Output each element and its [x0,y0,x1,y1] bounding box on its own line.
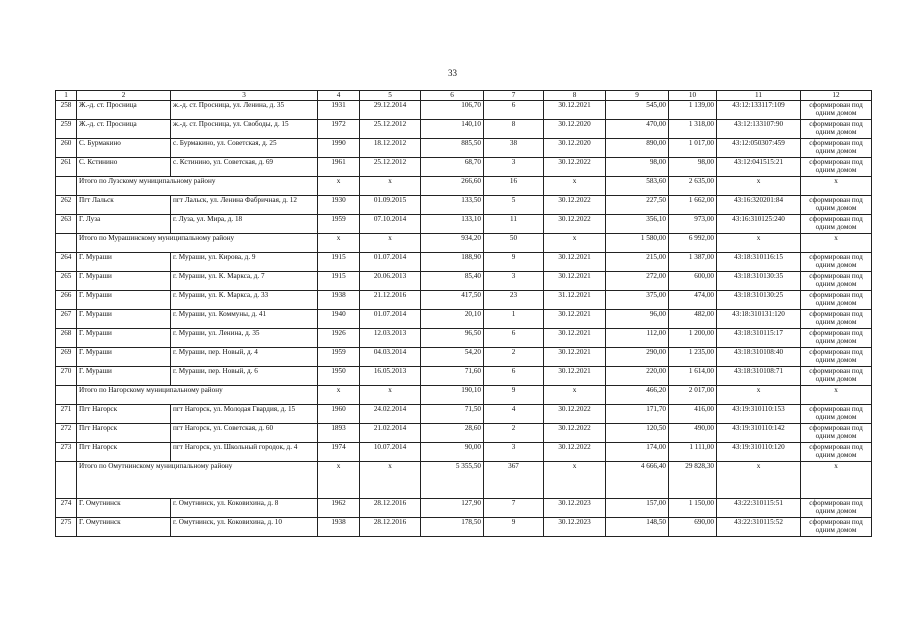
row-number-cell: 266 [56,291,77,310]
year-cell: 1959 [318,348,360,367]
status-cell: сформирован под одним домом [801,424,872,443]
date-cell: 25.12.2012 [360,120,421,139]
area-cell: 934,20 [421,234,484,253]
year-cell: 1915 [318,253,360,272]
year-cell: 1930 [318,196,360,215]
deadline-cell: x [544,462,606,499]
area-cell: 266,60 [421,177,484,196]
cadastral-cell: x [717,386,801,405]
residents-cell: 1 [484,310,544,329]
date-cell: 28.12.2016 [360,499,421,518]
cadastral-cell: 43:12:133107:90 [717,120,801,139]
deadline-cell: 30.12.2020 [544,139,606,158]
date-cell: x [360,386,421,405]
row-number-cell [56,462,77,499]
row-number-cell: 259 [56,120,77,139]
area2-cell: 4 666,40 [606,462,669,499]
cost-cell: 1 662,00 [669,196,717,215]
table-row [56,215,872,234]
cost-cell: 6 992,00 [669,234,717,253]
date-cell: 25.12.2012 [360,158,421,177]
row-number-cell: 264 [56,253,77,272]
cadastral-cell: 43:16:310125:240 [717,215,801,234]
year-cell: 1960 [318,405,360,424]
deadline-cell: 30.12.2022 [544,215,606,234]
settlement-cell: Г. Мураши [77,253,171,272]
area2-cell: 174,00 [606,443,669,462]
cost-cell: 1 614,00 [669,367,717,386]
status-cell: сформирован под одним домом [801,101,872,120]
total-row [56,386,872,405]
settlement-cell: Пгт Нагорск [77,405,171,424]
year-cell: 1959 [318,215,360,234]
area2-cell: 220,00 [606,367,669,386]
cost-cell: 1 387,00 [669,253,717,272]
address-cell: ж.-д. ст. Просница, ул. Ленина, д. 35 [171,101,318,120]
column-number: 3 [171,91,318,101]
row-number-cell: 258 [56,101,77,120]
cost-cell: 416,00 [669,405,717,424]
area2-cell: 98,00 [606,158,669,177]
address-cell: г. Омутнинск, ул. Коковихина, д. 8 [171,499,318,518]
row-number-cell: 274 [56,499,77,518]
address-cell: пгт Лальск, ул. Ленина Фабричная, д. 12 [171,196,318,215]
settlement-cell: Ж.-д. ст. Просница [77,101,171,120]
area2-cell: 890,00 [606,139,669,158]
cost-cell: 973,00 [669,215,717,234]
column-number: 2 [77,91,171,101]
date-cell: 10.07.2014 [360,443,421,462]
settlement-cell: Г. Луза [77,215,171,234]
area-cell: 96,50 [421,329,484,348]
area2-cell: 112,00 [606,329,669,348]
settlement-cell: С. Кстинино [77,158,171,177]
settlement-cell: Пгт Лальск [77,196,171,215]
table-row [56,405,872,424]
status-cell: сформирован под одним домом [801,348,872,367]
deadline-cell: 30.12.2021 [544,101,606,120]
address-cell: ж.-д. ст. Просница, ул. Свободы, д. 15 [171,120,318,139]
area-cell: 28,60 [421,424,484,443]
year-cell: x [318,462,360,499]
cost-cell: 490,00 [669,424,717,443]
cost-cell: 1 111,00 [669,443,717,462]
row-number-cell: 261 [56,158,77,177]
column-number: 8 [544,91,606,101]
status-cell: сформирован под одним домом [801,158,872,177]
area2-cell: 583,60 [606,177,669,196]
area-cell: 106,70 [421,101,484,120]
year-cell: 1893 [318,424,360,443]
row-number-cell: 262 [56,196,77,215]
cost-cell: 690,00 [669,518,717,537]
cadastral-cell: 43:18:310130:25 [717,291,801,310]
cost-cell: 600,00 [669,272,717,291]
settlement-cell: Ж.-д. ст. Просница [77,120,171,139]
settlement-cell: Г. Мураши [77,348,171,367]
housing-register-table [55,90,872,537]
year-cell: x [318,386,360,405]
cadastral-cell: 43:19:310110:153 [717,405,801,424]
deadline-cell: 30.12.2021 [544,329,606,348]
row-number-cell: 269 [56,348,77,367]
cost-cell: 1 139,00 [669,101,717,120]
area2-cell: 171,70 [606,405,669,424]
cost-cell: 1 017,00 [669,139,717,158]
area-cell: 133,10 [421,215,484,234]
cost-cell: 98,00 [669,158,717,177]
table-row [56,101,872,120]
area-cell: 178,50 [421,518,484,537]
status-cell: x [801,386,872,405]
area2-cell: 157,00 [606,499,669,518]
total-row [56,177,872,196]
cost-cell: 482,00 [669,310,717,329]
cadastral-cell: 43:18:310115:17 [717,329,801,348]
cost-cell: 1 235,00 [669,348,717,367]
table-row [56,272,872,291]
status-cell: сформирован под одним домом [801,499,872,518]
cadastral-cell: 43:19:310110:142 [717,424,801,443]
year-cell: 1962 [318,499,360,518]
row-number-cell: 267 [56,310,77,329]
settlement-cell: Г. Мураши [77,291,171,310]
deadline-cell: 30.12.2021 [544,310,606,329]
status-cell: сформирован под одним домом [801,405,872,424]
status-cell: сформирован под одним домом [801,253,872,272]
cost-cell: 1 318,00 [669,120,717,139]
date-cell: 21.02.2014 [360,424,421,443]
table-row [56,253,872,272]
date-cell: 28.12.2016 [360,518,421,537]
area2-cell: 290,00 [606,348,669,367]
deadline-cell: 30.12.2023 [544,518,606,537]
status-cell: сформирован под одним домом [801,272,872,291]
residents-cell: 8 [484,120,544,139]
address-cell: г. Мураши, ул. Кирова, д. 9 [171,253,318,272]
address-cell: пгт Нагорск, ул. Школьный городок, д. 4 [171,443,318,462]
status-cell: сформирован под одним домом [801,215,872,234]
date-cell: 01.07.2014 [360,253,421,272]
residents-cell: 23 [484,291,544,310]
column-number: 10 [669,91,717,101]
deadline-cell: 30.12.2022 [544,158,606,177]
deadline-cell: 30.12.2022 [544,405,606,424]
date-cell: 20.06.2013 [360,272,421,291]
row-number-cell [56,234,77,253]
cadastral-cell: 43:19:310110:120 [717,443,801,462]
row-number-cell: 275 [56,518,77,537]
date-cell: 24.02.2014 [360,405,421,424]
cost-cell: 2 635,00 [669,177,717,196]
table-row [56,158,872,177]
cost-cell: 2 017,00 [669,386,717,405]
residents-cell: 5 [484,196,544,215]
table-row [56,443,872,462]
row-number-cell: 273 [56,443,77,462]
row-number-cell: 268 [56,329,77,348]
row-number-cell: 260 [56,139,77,158]
status-cell: x [801,462,872,499]
area-cell: 68,70 [421,158,484,177]
table-row [56,139,872,158]
year-cell: x [318,234,360,253]
address-cell: пгт Нагорск, ул. Молодая Гвардия, д. 15 [171,405,318,424]
address-cell: г. Мураши, ул. К. Маркса, д. 33 [171,291,318,310]
column-number-row [56,91,872,101]
row-number-cell [56,177,77,196]
settlement-cell: Г. Омутнинск [77,499,171,518]
address-cell: пгт Нагорск, ул. Советская, д. 60 [171,424,318,443]
year-cell: 1940 [318,310,360,329]
residents-cell: 3 [484,158,544,177]
date-cell: 29.12.2014 [360,101,421,120]
area-cell: 417,50 [421,291,484,310]
area2-cell: 356,10 [606,215,669,234]
deadline-cell: 30.12.2020 [544,120,606,139]
total-label-cell: Итого по Лузскому муниципальному району [77,177,318,196]
date-cell: 01.07.2014 [360,310,421,329]
cadastral-cell: x [717,177,801,196]
date-cell: 21.12.2016 [360,291,421,310]
area-cell: 20,10 [421,310,484,329]
area-cell: 133,50 [421,196,484,215]
settlement-cell: Г. Мураши [77,329,171,348]
cadastral-cell: 43:18:310108:71 [717,367,801,386]
area-cell: 54,20 [421,348,484,367]
cadastral-cell: 43:12:050307:459 [717,139,801,158]
cadastral-cell: x [717,234,801,253]
status-cell: сформирован под одним домом [801,310,872,329]
column-number: 11 [717,91,801,101]
area-cell: 140,10 [421,120,484,139]
address-cell: г. Мураши, ул. Коммуны, д. 41 [171,310,318,329]
table-row [56,196,872,215]
date-cell: x [360,234,421,253]
address-cell: г. Луза, ул. Мира, д. 18 [171,215,318,234]
settlement-cell: Пгт Нагорск [77,424,171,443]
row-number-cell: 263 [56,215,77,234]
cadastral-cell: x [717,462,801,499]
settlement-cell: Пгт Нагорск [77,443,171,462]
cadastral-cell: 43:18:310116:15 [717,253,801,272]
column-number: 4 [318,91,360,101]
area-cell: 885,50 [421,139,484,158]
year-cell: 1990 [318,139,360,158]
area2-cell: 148,50 [606,518,669,537]
residents-cell: 9 [484,253,544,272]
column-number: 12 [801,91,872,101]
settlement-cell: Г. Омутнинск [77,518,171,537]
cadastral-cell: 43:12:133117:109 [717,101,801,120]
residents-cell: 2 [484,424,544,443]
deadline-cell: 31.12.2021 [544,291,606,310]
status-cell: сформирован под одним домом [801,367,872,386]
row-number-cell: 271 [56,405,77,424]
table-row [56,499,872,518]
area2-cell: 1 580,00 [606,234,669,253]
year-cell: 1938 [318,291,360,310]
status-cell: x [801,177,872,196]
area-cell: 190,10 [421,386,484,405]
status-cell: сформирован под одним домом [801,120,872,139]
year-cell: x [318,177,360,196]
cost-cell: 29 828,30 [669,462,717,499]
residents-cell: 9 [484,386,544,405]
address-cell: г. Мураши, пер. Новый, д. 6 [171,367,318,386]
deadline-cell: 30.12.2022 [544,443,606,462]
cadastral-cell: 43:12:041515:21 [717,158,801,177]
area-cell: 71,60 [421,367,484,386]
residents-cell: 4 [484,405,544,424]
residents-cell: 11 [484,215,544,234]
column-number: 7 [484,91,544,101]
cadastral-cell: 43:18:310130:35 [717,272,801,291]
year-cell: 1961 [318,158,360,177]
row-number-cell: 270 [56,367,77,386]
year-cell: 1938 [318,518,360,537]
area2-cell: 227,50 [606,196,669,215]
table-row [56,120,872,139]
cadastral-cell: 43:16:320201:84 [717,196,801,215]
deadline-cell: 30.12.2021 [544,367,606,386]
deadline-cell: x [544,177,606,196]
area2-cell: 470,00 [606,120,669,139]
cadastral-cell: 43:18:310108:40 [717,348,801,367]
residents-cell: 6 [484,367,544,386]
residents-cell: 16 [484,177,544,196]
date-cell: x [360,462,421,499]
address-cell: г. Мураши, пер. Новый, д. 4 [171,348,318,367]
total-row [56,462,872,499]
deadline-cell: 30.12.2022 [544,424,606,443]
date-cell: 18.12.2012 [360,139,421,158]
settlement-cell: Г. Мураши [77,272,171,291]
deadline-cell: x [544,234,606,253]
total-label-cell: Итого по Омутнинскому муниципальному району [77,462,318,499]
year-cell: 1972 [318,120,360,139]
column-number: 6 [421,91,484,101]
residents-cell: 3 [484,443,544,462]
residents-cell: 9 [484,518,544,537]
residents-cell: 38 [484,139,544,158]
residents-cell: 3 [484,272,544,291]
deadline-cell: 30.12.2023 [544,499,606,518]
column-number: 1 [56,91,77,101]
area2-cell: 120,50 [606,424,669,443]
row-number-cell: 272 [56,424,77,443]
area-cell: 90,00 [421,443,484,462]
cadastral-cell: 43:22:310115:51 [717,499,801,518]
cost-cell: 1 200,00 [669,329,717,348]
total-label-cell: Итого по Нагорскому муниципальному району [77,386,318,405]
area2-cell: 545,00 [606,101,669,120]
area-cell: 188,90 [421,253,484,272]
year-cell: 1974 [318,443,360,462]
address-cell: г. Мураши, ул. Ленина, д. 35 [171,329,318,348]
column-number: 5 [360,91,421,101]
cadastral-cell: 43:18:310131:120 [717,310,801,329]
area2-cell: 272,00 [606,272,669,291]
deadline-cell: x [544,386,606,405]
settlement-cell: С. Бурмакино [77,139,171,158]
status-cell: сформирован под одним домом [801,291,872,310]
status-cell: сформирован под одним домом [801,329,872,348]
settlement-cell: Г. Мураши [77,310,171,329]
cost-cell: 1 150,00 [669,499,717,518]
date-cell: x [360,177,421,196]
deadline-cell: 30.12.2021 [544,253,606,272]
status-cell: сформирован под одним домом [801,139,872,158]
area-cell: 71,50 [421,405,484,424]
year-cell: 1915 [318,272,360,291]
total-row [56,234,872,253]
status-cell: x [801,234,872,253]
cadastral-cell: 43:22:310115:52 [717,518,801,537]
table-row [56,348,872,367]
address-cell: с. Кстинино, ул. Советская, д. 69 [171,158,318,177]
area2-cell: 375,00 [606,291,669,310]
table-row [56,367,872,386]
residents-cell: 6 [484,329,544,348]
table-row [56,291,872,310]
deadline-cell: 30.12.2021 [544,348,606,367]
residents-cell: 7 [484,499,544,518]
status-cell: сформирован под одним домом [801,443,872,462]
row-number-cell [56,386,77,405]
date-cell: 04.03.2014 [360,348,421,367]
residents-cell: 6 [484,101,544,120]
address-cell: г. Омутнинск, ул. Коковихина, д. 10 [171,518,318,537]
year-cell: 1950 [318,367,360,386]
status-cell: сформирован под одним домом [801,518,872,537]
table-row [56,310,872,329]
year-cell: 1931 [318,101,360,120]
date-cell: 07.10.2014 [360,215,421,234]
date-cell: 01.09.2015 [360,196,421,215]
residents-cell: 50 [484,234,544,253]
deadline-cell: 30.12.2021 [544,272,606,291]
row-number-cell: 265 [56,272,77,291]
area-cell: 5 355,50 [421,462,484,499]
cost-cell: 474,00 [669,291,717,310]
total-label-cell: Итого по Мурашинскому муниципальному району [77,234,318,253]
table-row [56,518,872,537]
table-row [56,424,872,443]
area2-cell: 215,00 [606,253,669,272]
date-cell: 12.03.2013 [360,329,421,348]
area-cell: 85,40 [421,272,484,291]
address-cell: с. Бурмакино, ул. Советская, д. 25 [171,139,318,158]
column-number: 9 [606,91,669,101]
status-cell: сформирован под одним домом [801,196,872,215]
page-number: 33 [448,68,457,78]
area-cell: 127,90 [421,499,484,518]
residents-cell: 2 [484,348,544,367]
residents-cell: 367 [484,462,544,499]
deadline-cell: 30.12.2022 [544,196,606,215]
table-row [56,329,872,348]
date-cell: 16.05.2013 [360,367,421,386]
settlement-cell: Г. Мураши [77,367,171,386]
address-cell: г. Мураши, ул. К. Маркса, д. 7 [171,272,318,291]
year-cell: 1926 [318,329,360,348]
area2-cell: 466,20 [606,386,669,405]
area2-cell: 96,00 [606,310,669,329]
